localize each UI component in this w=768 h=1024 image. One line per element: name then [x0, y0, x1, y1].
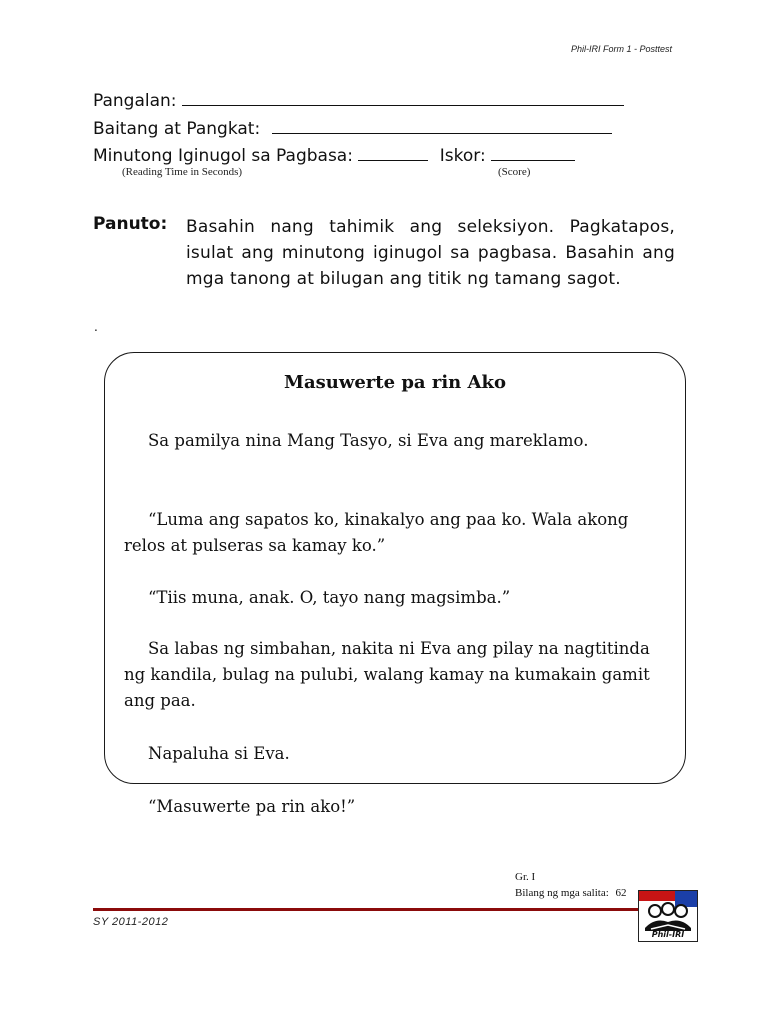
name-field[interactable]: [182, 90, 624, 106]
school-year: SY 2011-2012: [93, 916, 169, 928]
story-paragraph: “Tiis muna, anak. O, tayo nang magsimba.”: [148, 588, 511, 607]
story-box: [104, 352, 686, 784]
grade-section-label: Baitang at Pangkat:: [93, 119, 261, 139]
phil-iri-logo-icon: [638, 890, 698, 942]
footer-rule: [93, 908, 638, 911]
story-paragraph: “Masuwerte pa rin ako!”: [148, 797, 356, 816]
grade-section-line: [93, 118, 612, 140]
word-count-label: Bilang ng mga salita:: [515, 887, 609, 899]
name-label: Pangalan:: [93, 91, 177, 111]
story-paragraph: “Luma ang sapatos ko, kinakalyo ang paa ko. Wala akong relos at pulseras sa kamay ko.”: [124, 510, 629, 555]
instructions-label: Panuto:: [93, 214, 168, 234]
word-count-value: 62: [615, 887, 627, 899]
story-paragraph: Napaluha si Eva.: [148, 744, 290, 763]
story-paragraph: Sa labas ng simbahan, nakita ni Eva ang pilay na nagtitinda ng kandila, bulag na pulubi, walang kamay na kumakain gamit ang paa.: [124, 639, 650, 710]
score-field[interactable]: [491, 145, 575, 161]
stray-mark: .: [94, 320, 98, 334]
score-note: (Score): [498, 166, 531, 178]
grade-level: Gr. I: [515, 871, 536, 883]
word-count-line: [515, 887, 627, 899]
story-paragraph: Sa pamilya nina Mang Tasyo, si Eva ang mareklamo.: [148, 431, 589, 450]
grade-section-field[interactable]: [272, 118, 612, 134]
reading-time-line: [93, 145, 575, 167]
score-label: Iskor:: [439, 146, 486, 166]
reading-time-label: Minutong Iginugol sa Pagbasa:: [93, 146, 353, 166]
instructions-text: Basahin nang tahimik ang seleksiyon. Pagkatapos, isulat ang minutong iginugol sa pagbasa. Basahin ang mga tanong at bilugan ang titik ng tamang sagot.: [186, 217, 675, 289]
story-title: Masuwerte pa rin Ako: [284, 372, 506, 393]
reading-time-field[interactable]: [358, 145, 428, 161]
reading-time-note: (Reading Time in Seconds): [122, 166, 243, 178]
form-label: Phil-IRI Form 1 - Posttest: [570, 44, 672, 54]
name-line: [93, 90, 624, 112]
logo-text: Phil-IRI: [651, 930, 685, 939]
